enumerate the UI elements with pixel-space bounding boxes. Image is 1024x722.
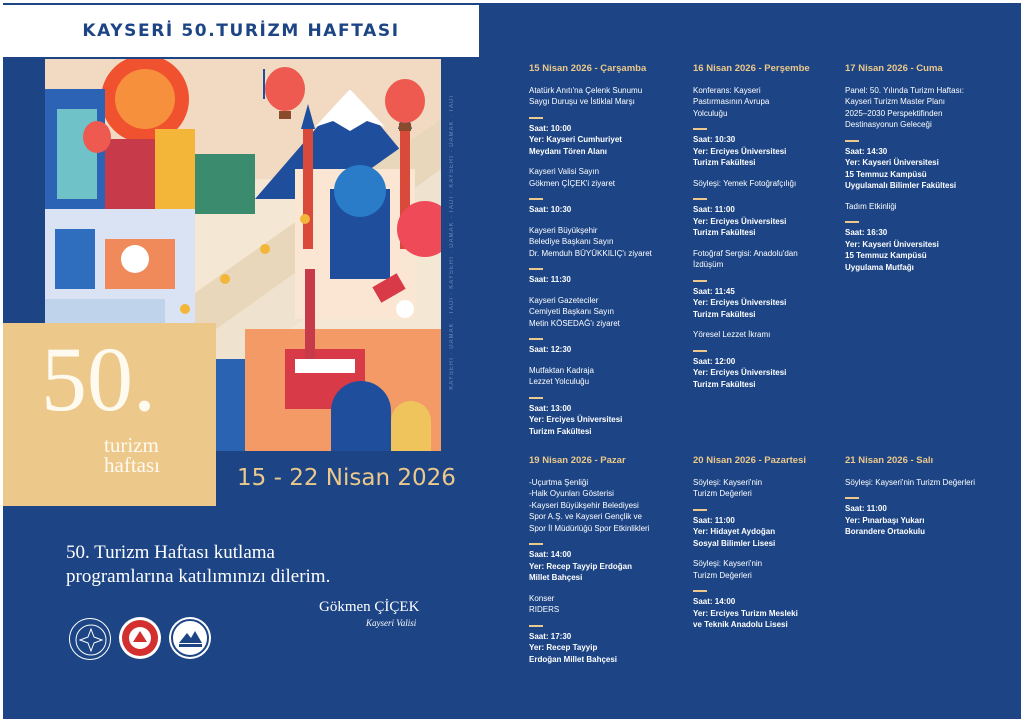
event-time-place	[529, 625, 679, 666]
vertical-caption: KAYSERİ · DAMAK · TADI · KAYSERİ · DAMAK · TADI · KAYSERİ · DAMAK · TADI	[449, 95, 455, 390]
event-title: Tadım Etkinliği	[845, 201, 897, 211]
event-time: Saat: 10:00	[529, 123, 572, 133]
event-time: Saat: 10:30	[529, 205, 572, 214]
event-place: Yer: Hidayet Aydoğan Sosyal Bilimler Lisesi	[693, 527, 776, 548]
greeting-message: 50. Turizm Haftası kutlama programlarına katılımınızı dilerim.	[66, 542, 331, 587]
event-title: Panel: 50. Yılında Turizm Haftası: Kayseri Turizm Master Planı 2025–2030 Perspektifinden Destinasyonun Geleceği	[845, 85, 965, 129]
signatory-name: Gökmen ÇİÇEK	[319, 599, 420, 615]
event-place: Yer: Pınarbaşı Yukarı Borandere Ortaokulu	[845, 515, 926, 536]
day-header: 15 Nisan 2026 - Çarşamba	[529, 63, 647, 74]
event-time: Saat: 14:00	[693, 597, 736, 606]
event-place: Yer: Recep Tayyip Erdoğan Millet Bahçesi	[529, 643, 618, 664]
event-title: Söyleşi: Yemek Fotoğrafçılığı	[693, 178, 797, 188]
event-place: Yer: Kayseri Cumhuriyet Meydanı Tören Alanı	[529, 135, 622, 156]
event-place: Yer: Erciyes Üniversitesi Turizm Fakültesi	[693, 216, 787, 237]
logo-number: 50.	[41, 328, 156, 430]
day-header: 17 Nisan 2026 - Cuma	[845, 63, 943, 74]
event-title: Fotoğraf Sergisi: Anadolu'dan İzdüşüm	[693, 248, 798, 269]
municipality-emblem-icon	[169, 617, 211, 659]
event-time-place	[529, 117, 679, 158]
event-title: Söyleşi: Kayseri'nin Turizm Değerleri	[693, 477, 763, 498]
poster	[3, 3, 1021, 719]
event-title: Söyleşi: Kayseri'nin Turizm Değerleri	[845, 477, 976, 487]
schedule-day	[693, 455, 843, 640]
governorship-emblem-icon	[119, 617, 161, 659]
event-title: Yöresel Lezzet İkramı	[693, 330, 771, 339]
event-title: -Uçurtma Şenliği -Halk Oyunları Gösterisi -Kayseri Büyükşehir Belediyesi Spor A.Ş. ve Kayseri Gençlik ve Spor İl Müdürlüğü Spor Etkinlikleri	[529, 477, 650, 533]
event-time-place	[693, 509, 843, 550]
event-time-place	[529, 543, 679, 584]
day-header: 20 Nisan 2026 - Pazartesi	[693, 455, 807, 466]
schedule-day	[693, 63, 843, 399]
event-time: Saat: 13:00	[529, 403, 572, 413]
event-time-place	[693, 280, 843, 321]
event-time-place	[693, 350, 843, 391]
event-place: Yer: Erciyes Turizm Mesleki ve Teknik Anadolu Lisesi	[693, 608, 798, 629]
ministry-emblem-icon	[69, 618, 111, 660]
poster-title: KAYSERİ 50.TURİZM HAFTASI	[82, 21, 400, 41]
event-time: Saat: 10:30	[693, 135, 736, 144]
event-time-place	[529, 397, 679, 438]
event-time: Saat: 14:00	[529, 550, 572, 559]
event-time: Saat: 16:30	[845, 228, 888, 237]
event-time-place	[693, 198, 843, 239]
event-date-range: 15 - 22 Nisan 2026	[237, 465, 456, 491]
schedule-day	[845, 455, 1015, 547]
event-time-place	[529, 198, 679, 216]
event-time-place	[693, 128, 843, 169]
event-place: Yer: Kayseri Üniversitesi 15 Temmuz Kampüsü Uygulamalı Bilimler Fakültesi	[845, 158, 957, 190]
event-time-place	[693, 590, 843, 631]
event-title: Konser RIDERS	[529, 593, 560, 614]
event-title: Kayseri Büyükşehir Belediye Başkanı Sayın Dr. Memduh BÜYÜKKILIÇ'ı ziyaret	[529, 225, 652, 258]
event-time: Saat: 11:00	[693, 205, 735, 214]
event-place: Yer: Erciyes Üniversitesi Turizm Fakültesi	[693, 146, 787, 167]
event-place: Yer: Erciyes Üniversitesi Turizm Fakültesi	[529, 415, 623, 436]
event-time-place	[845, 140, 1015, 192]
event-time: Saat: 11:45	[693, 286, 735, 296]
event-title: Kayseri Valisi Sayın Gökmen ÇİÇEK'i ziyaret	[529, 167, 615, 188]
event-title: Atatürk Anıtı'na Çelenk Sunumu Saygı Duruşu ve İstiklal Marşı	[529, 85, 643, 106]
day-header: 21 Nisan 2026 - Salı	[845, 455, 934, 466]
schedule-day	[529, 63, 679, 446]
anniversary-logo	[3, 323, 216, 506]
logo-text: turizm haftası	[104, 433, 160, 477]
event-time: Saat: 11:00	[845, 504, 887, 513]
schedule-day	[529, 455, 679, 674]
event-time-place	[845, 497, 1015, 538]
event-time: Saat: 12:00	[693, 356, 736, 366]
event-place: Yer: Recep Tayyip Erdoğan Millet Bahçesi	[529, 561, 632, 582]
event-time: Saat: 14:30	[845, 146, 888, 156]
event-time: Saat: 11:30	[529, 275, 571, 284]
event-time: Saat: 12:30	[529, 345, 572, 354]
event-title: Mutfaktan Kadraja Lezzet Yolculuğu	[529, 365, 594, 386]
title-banner	[3, 5, 479, 57]
schedule-day	[845, 63, 1015, 282]
day-header: 19 Nisan 2026 - Pazar	[529, 455, 626, 466]
event-time-place	[845, 221, 1015, 273]
event-title: Kayseri Gazeteciler Cemiyeti Başkanı Sayın Metin KÖSEDAĞ'ı ziyaret	[529, 295, 620, 328]
event-time-place	[529, 268, 679, 286]
event-time: Saat: 17:30	[529, 631, 572, 641]
signatory-title: Kayseri Valisi	[366, 618, 417, 628]
day-header: 16 Nisan 2026 - Perşembe	[693, 63, 810, 74]
event-time: Saat: 11:00	[693, 515, 735, 525]
event-place: Yer: Erciyes Üniversitesi Turizm Fakültesi	[693, 298, 787, 319]
event-place: Yer: Erciyes Üniversitesi Turizm Fakültesi	[693, 368, 787, 389]
event-title: Söyleşi: Kayseri'nin Turizm Değerleri	[693, 559, 763, 580]
event-place: Yer: Kayseri Üniversitesi 15 Temmuz Kampüsü Uygulama Mutfağı	[845, 239, 939, 272]
event-time-place	[529, 338, 679, 356]
event-title: Konferans: Kayseri Pastırmasının Avrupa Yolculuğu	[693, 85, 770, 118]
